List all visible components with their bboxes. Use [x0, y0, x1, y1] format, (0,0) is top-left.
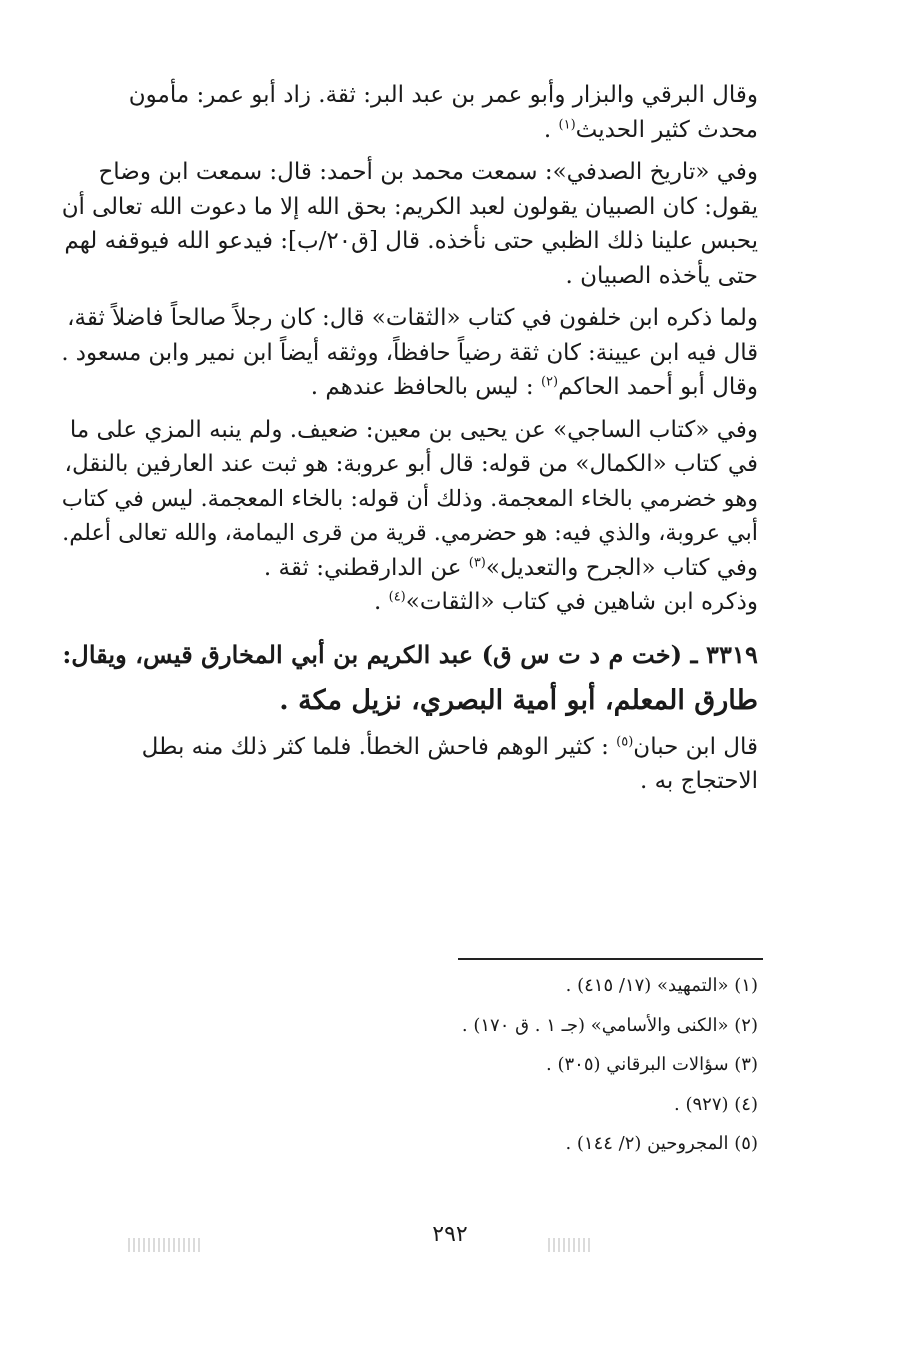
paragraph	[58, 301, 758, 405]
paragraph	[58, 413, 758, 620]
footnote-ref[interactable]: (٢)	[540, 374, 559, 390]
footnote: (٢) «الكنى والأسامي» (جـ ١ . ق ١٧٠) .	[461, 1014, 758, 1036]
paragraph	[58, 155, 758, 293]
footnote-ref[interactable]: (٣)	[468, 554, 486, 570]
text-line: وفي «كتاب الساجي» عن يحيى بن معين: ضعيف. ولم ينبه المزي على ما	[69, 416, 758, 443]
entry-heading	[58, 632, 758, 724]
footnote-ref[interactable]: (٤)	[388, 589, 406, 605]
text-line: يقول: كان الصبيان يقولون لعبد الكريم: بحق الله إلا ما دعوت الله تعالى أن	[61, 193, 758, 220]
scan-smudge	[128, 1238, 200, 1252]
text-line: وفي كتاب «الجرح والتعديل»$^{(٣)}$ عن الدارقطني: ثقة .	[263, 554, 758, 581]
text-line: محدث كثير الحديث$^{(١)}$ .	[543, 116, 758, 143]
text-line: وقال البرقي والبزار وأبو عمر بن عبد البر: ثقة. زاد أبو عمر: مأمون	[128, 82, 758, 108]
text-line: الاحتجاج به .	[639, 768, 758, 794]
page-number: ٢٩٢	[432, 1222, 468, 1247]
text-line: ولما ذكره ابن خلفون في كتاب «الثقات» قال: كان رجلاً صالحاً فاضلاً ثقة،	[67, 305, 758, 331]
footnote: (٣) سؤالات البرقاني (٣٠٥) .	[546, 1054, 758, 1075]
text-line: وقال أبو أحمد الحاكم$^{(٢)}$ : ليس بالحافظ عندهم .	[310, 374, 758, 400]
text-line: قال ابن حبان$^{(٥)}$ : كثير الوهم فاحش الخطأ. فلما كثر ذلك منه بطل	[141, 733, 758, 760]
text-line: أبي عروبة، والذي فيه: هو حضرمي. قرية من قرى اليمامة، والله تعالى أعلم.	[62, 520, 758, 546]
paragraph	[58, 78, 758, 147]
text-line: يحبس علينا ذلك الظبي حتى نأخذه. قال [ق٢٠/ب]: فيدعو الله فيوقفه لهم	[64, 228, 758, 254]
heading-line: ٣٣١٩ ـ (خت م د ت س ق) عبد الكريم بن أبي المخارق قيس، ويقال:	[62, 639, 758, 669]
footnotes	[458, 973, 758, 1171]
footnote: (٥) المجروحين (٢/ ١٤٤) .	[565, 1133, 758, 1154]
text-line: في كتاب «الكمال» من قوله: قال أبو عروبة: هو ثبت عند العارفين بالنقل،	[64, 451, 758, 477]
footnote-ref[interactable]: (٥)	[616, 733, 634, 749]
footnote: (١) «التمهيد» (١٧/ ٤١٥) .	[565, 975, 758, 996]
footnote-divider	[458, 958, 763, 960]
text-line: وذكره ابن شاهين في كتاب «الثقات»$^{(٤)}$ .	[373, 589, 758, 615]
text-line: وهو خضرمي بالخاء المعجمة. وذلك أن قوله: بالخاء المعجمة. ليس في كتاب	[61, 485, 758, 512]
footnote-ref[interactable]: (١)	[558, 116, 576, 132]
heading-line: طارق المعلم، أبو أمية البصري، نزيل مكة .	[279, 684, 758, 716]
scan-smudge	[548, 1238, 593, 1252]
text-line: وفي «تاريخ الصدفي»: سمعت محمد بن أحمد: قال: سمعت ابن وضاح	[98, 159, 758, 185]
text-line: قال فيه ابن عيينة: كان ثقة رضياً حافظاً، ووثقه أيضاً ابن نمير وابن مسعود .	[61, 339, 758, 366]
text-line: حتى يأخذه الصبيان .	[565, 262, 758, 289]
page-body	[58, 78, 758, 807]
footnote: (٤) (٩٢٧) .	[674, 1093, 758, 1115]
paragraph	[58, 730, 758, 799]
